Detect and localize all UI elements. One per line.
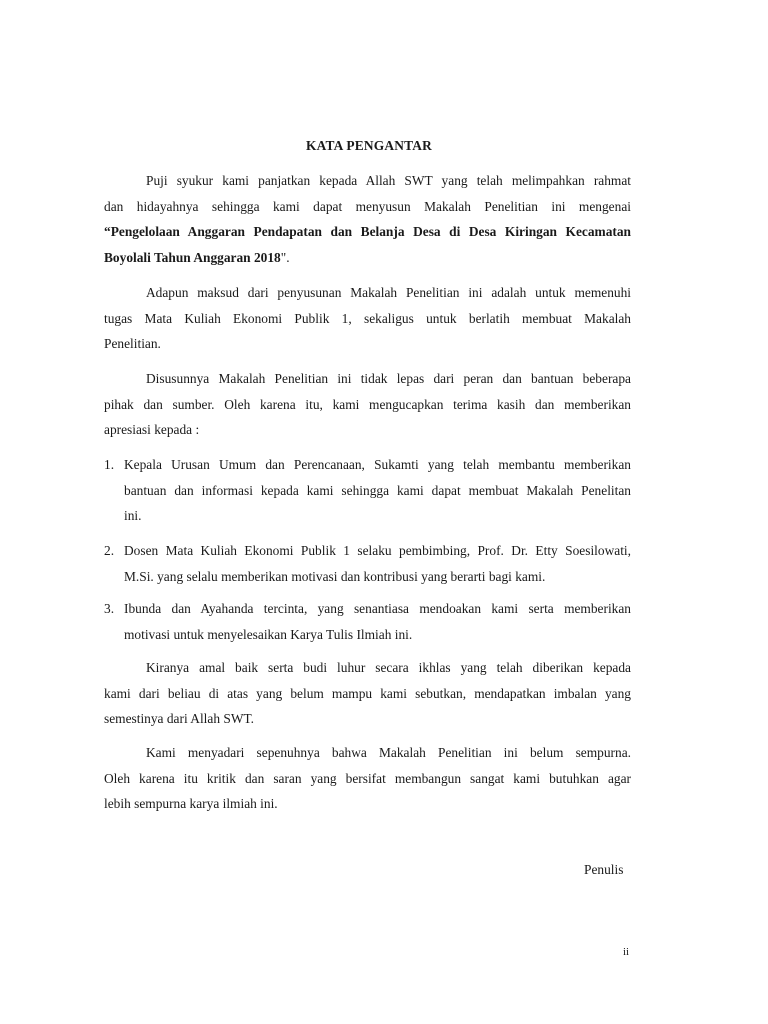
paragraph-line: Oleh karena itu kritik dan saran yang bersifat membangun sangat kami butuhkan agar — [104, 770, 631, 786]
paragraph-closing — [104, 655, 631, 732]
list-line: M.Si. yang selalu memberikan motivasi dan kontribusi yang berarti bagi kami. — [124, 568, 546, 584]
research-title-line: “Pengelolaan Anggaran Pendapatan dan Belanja Desa di Desa Kiringan Kecamatan — [104, 224, 631, 239]
list-line: Kepala Urusan Umum dan Perencanaan, Sukamti yang telah membantu memberikan — [124, 457, 631, 472]
acknowledgement-list — [104, 452, 631, 529]
paragraph-line: tugas Mata Kuliah Ekonomi Publik 1, sekaligus untuk berlatih membuat Makalah — [104, 310, 631, 326]
paragraph-feedback — [104, 740, 631, 817]
list-item — [104, 538, 631, 589]
paragraph-thanks — [104, 366, 631, 443]
paragraph-intro — [104, 168, 631, 270]
paragraph-line: semestinya dari Allah SWT. — [104, 711, 254, 726]
paragraph-line: pihak dan sumber. Oleh karena itu, kami mengucapkan terima kasih dan memberikan — [104, 396, 631, 412]
paragraph-line: Disusunnya Makalah Penelitian ini tidak lepas dari peran dan bantuan beberapa — [146, 371, 631, 386]
list-number: 3. — [104, 601, 115, 616]
list-item — [104, 596, 631, 647]
paragraph-purpose — [104, 280, 631, 357]
list-number: 2. — [104, 543, 115, 558]
paragraph-line: Adapun maksud dari penyusunan Makalah Penelitian ini adalah untuk memenuhi — [146, 285, 631, 300]
list-line: Ibunda dan Ayahanda tercinta, yang senantiasa mendoakan kami serta memberikan — [124, 601, 631, 616]
list-number: 1. — [104, 457, 115, 472]
list-line: ini. — [124, 508, 142, 523]
paragraph-line: Kiranya amal baik serta budi luhur secara ikhlas yang telah diberikan kepada — [146, 660, 631, 675]
paragraph-line: kami dari beliau di atas yang belum mampu kami sebutkan, mendapatkan imbalan yang — [104, 685, 631, 701]
paragraph-line: apresiasi kepada : — [104, 422, 200, 437]
page-number: ii — [623, 946, 630, 958]
acknowledgement-list — [104, 538, 631, 589]
paragraph-line: lebih sempurna karya ilmiah ini. — [104, 796, 278, 811]
research-title-line: Boyolali Tahun Anggaran 2018". — [104, 249, 290, 265]
list-line: motivasi untuk menyelesaikan Karya Tulis Ilmiah ini. — [124, 626, 413, 642]
list-item — [104, 452, 631, 529]
author-signature: Penulis — [584, 862, 624, 877]
page-title: KATA PENGANTAR — [306, 138, 432, 153]
list-line: Dosen Mata Kuliah Ekonomi Publik 1 selaku pembimbing, Prof. Dr. Etty Soesilowati, — [124, 543, 631, 558]
paragraph-line: Kami menyadari sepenuhnya bahwa Makalah Penelitian ini belum sempurna. — [146, 745, 631, 760]
acknowledgement-list — [104, 596, 631, 647]
paragraph-line: Puji syukur kami panjatkan kepada Allah SWT yang telah melimpahkan rahmat — [146, 173, 631, 188]
paragraph-line: dan hidayahnya sehingga kami dapat menyusun Makalah Penelitian ini mengenai — [104, 198, 631, 214]
list-line: bantuan dan informasi kepada kami sehingga kami dapat membuat Makalah Penelitan — [124, 482, 631, 498]
paragraph-line: Penelitian. — [104, 336, 161, 351]
